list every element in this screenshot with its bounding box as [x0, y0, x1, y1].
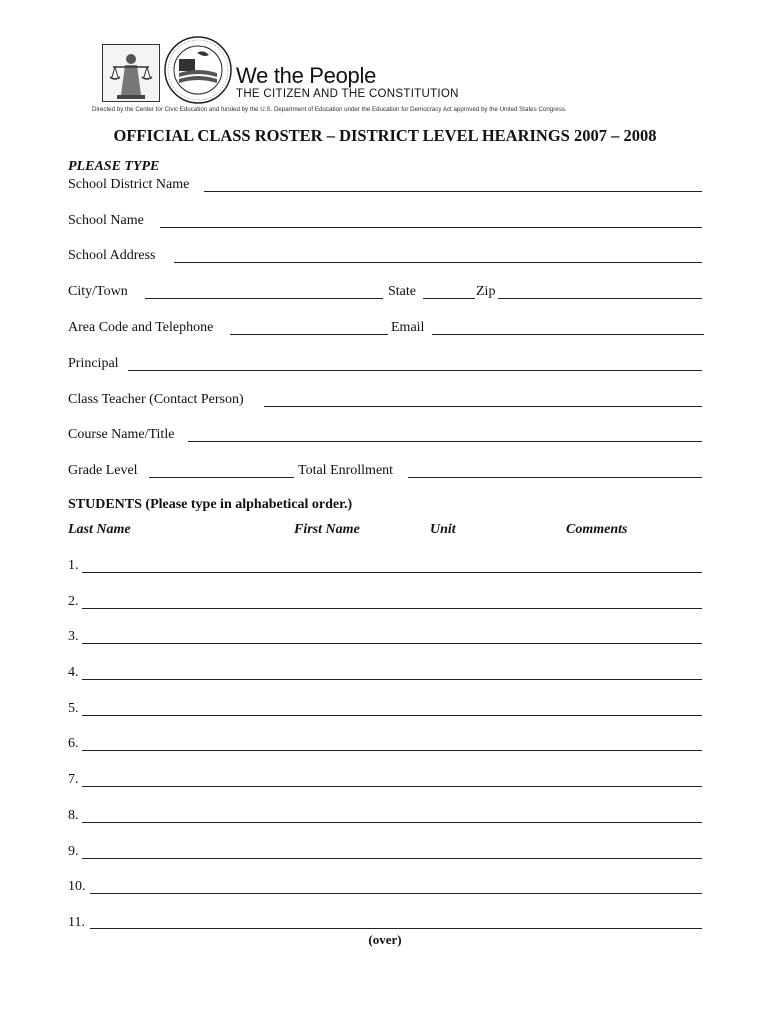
student-row-8[interactable] — [82, 822, 702, 823]
row-number: 11. — [68, 915, 85, 930]
student-row-10[interactable] — [90, 893, 702, 894]
page-title: OFFICIAL CLASS ROSTER – DISTRICT LEVEL HEARINGS 2007 – 2008 — [113, 126, 657, 145]
student-row-4[interactable] — [82, 679, 702, 680]
brand-subtitle: THE CITIZEN AND THE CONSTITUTION — [236, 88, 459, 100]
constitution-seal-icon — [163, 35, 233, 105]
student-row-1[interactable] — [82, 572, 702, 573]
row-number: 1. — [68, 558, 79, 573]
student-row-5[interactable] — [82, 715, 702, 716]
school-district-name-field[interactable] — [204, 191, 702, 192]
student-row-2[interactable] — [82, 608, 702, 609]
column-last-name: Last Name — [68, 522, 131, 537]
lady-justice-icon — [102, 44, 160, 102]
state-label: State — [388, 284, 416, 299]
student-row-11[interactable] — [90, 928, 702, 929]
please-type-note: PLEASE TYPE — [68, 159, 160, 174]
total-enrollment-field[interactable] — [408, 477, 702, 478]
row-number: 3. — [68, 629, 79, 644]
row-number: 10. — [68, 879, 86, 894]
zip-field[interactable] — [498, 298, 702, 299]
row-number: 2. — [68, 594, 79, 609]
total-enrollment-label: Total Enrollment — [298, 463, 394, 478]
grade-level-field[interactable] — [149, 477, 294, 478]
column-first-name: First Name — [294, 522, 360, 537]
school-district-name-label: School District Name — [68, 177, 190, 192]
row-number: 4. — [68, 665, 79, 680]
over-note: (over) — [368, 932, 402, 947]
telephone-label: Area Code and Telephone — [68, 320, 214, 335]
brand-title: We the People — [236, 63, 377, 88]
email-field[interactable] — [432, 334, 704, 335]
student-row-9[interactable] — [82, 858, 702, 859]
telephone-field[interactable] — [230, 334, 388, 335]
school-address-label: School Address — [68, 248, 156, 263]
zip-label: Zip — [476, 284, 496, 299]
email-label: Email — [391, 320, 425, 335]
school-name-label: School Name — [68, 213, 144, 228]
students-heading: STUDENTS (Please type in alphabetical order.) — [68, 497, 353, 512]
state-field[interactable] — [423, 298, 475, 299]
class-teacher-label: Class Teacher (Contact Person) — [68, 392, 244, 407]
school-address-field[interactable] — [174, 262, 702, 263]
credit-line: Directed by the Center for Civic Education and funded by the U.S. Department of Education under the Education for Democracy Act approved by the United States Congress. — [92, 106, 567, 113]
city-town-field[interactable] — [145, 298, 383, 299]
grade-level-label: Grade Level — [68, 463, 138, 478]
row-number: 7. — [68, 772, 79, 787]
row-number: 6. — [68, 736, 79, 751]
student-row-6[interactable] — [82, 750, 702, 751]
class-teacher-field[interactable] — [264, 406, 702, 407]
principal-label: Principal — [68, 356, 119, 371]
city-town-label: City/Town — [68, 284, 128, 299]
course-name-label: Course Name/Title — [68, 427, 175, 442]
principal-field[interactable] — [128, 370, 702, 371]
row-number: 9. — [68, 844, 79, 859]
column-comments: Comments — [566, 522, 628, 537]
student-row-3[interactable] — [82, 643, 702, 644]
school-name-field[interactable] — [160, 227, 702, 228]
column-unit: Unit — [430, 522, 456, 537]
row-number: 5. — [68, 701, 79, 716]
row-number: 8. — [68, 808, 79, 823]
course-name-field[interactable] — [188, 441, 702, 442]
student-row-7[interactable] — [82, 786, 702, 787]
